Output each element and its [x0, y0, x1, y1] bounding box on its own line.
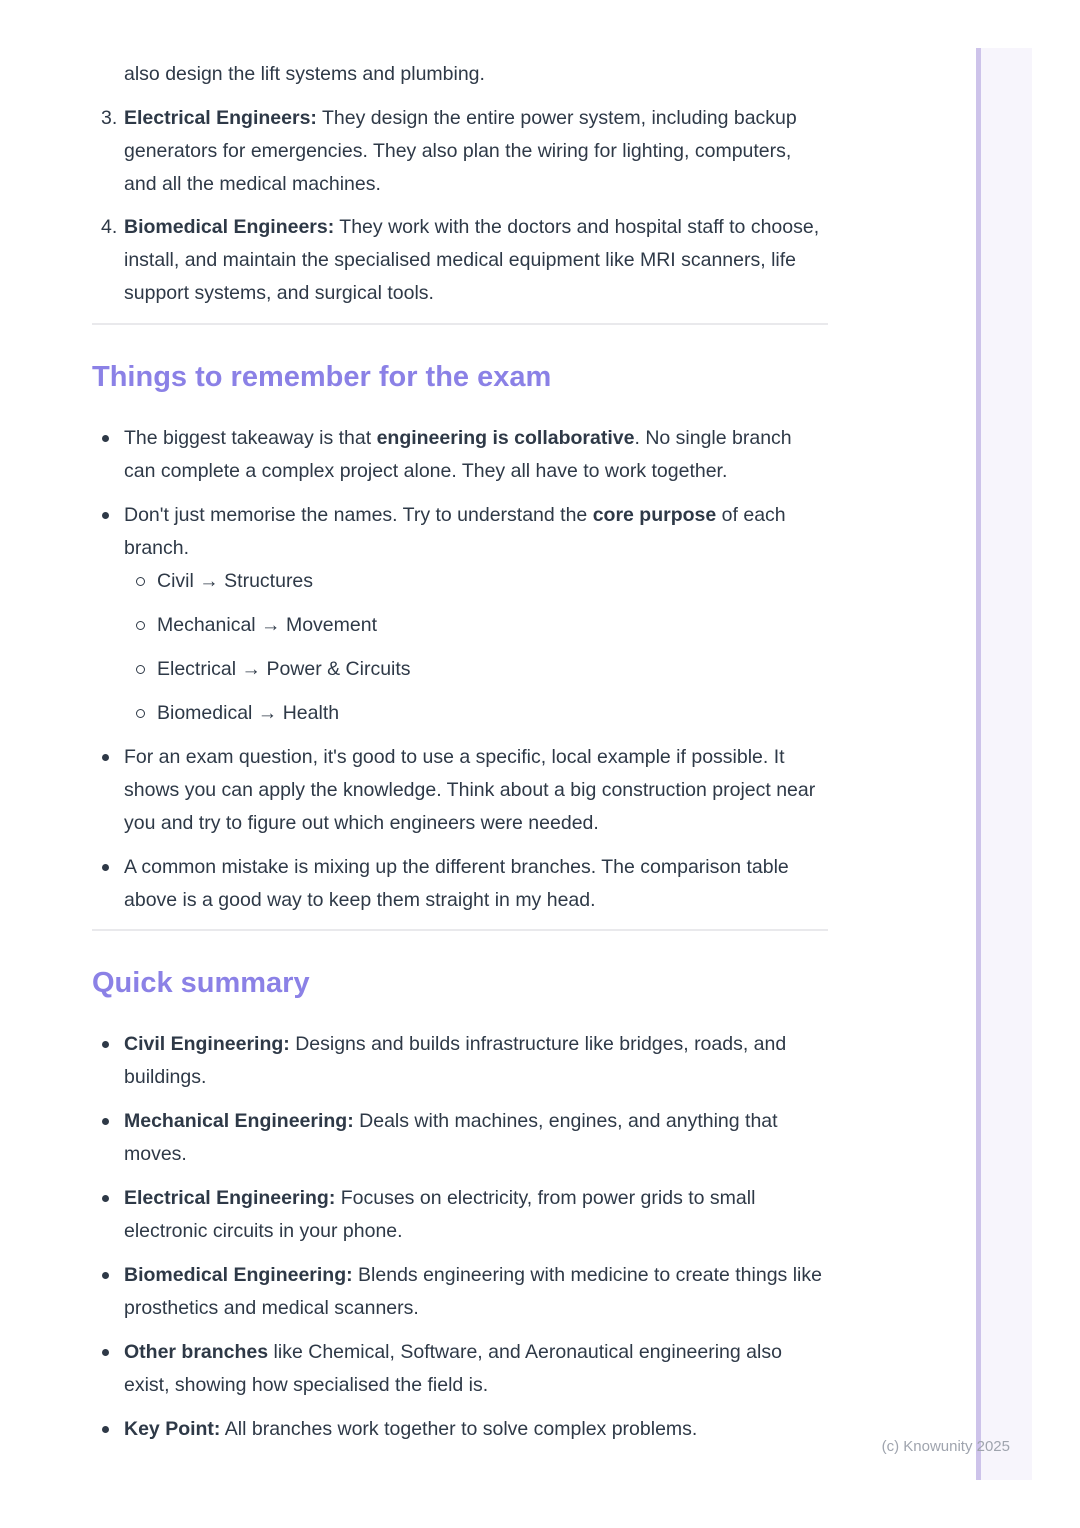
text-segment: . No single branch can complete a complex project alone. They all have to work together.: [124, 427, 792, 482]
list-item-text: [124, 1259, 828, 1325]
branch-purpose-sublist: [124, 565, 828, 730]
list-item-text: [124, 211, 828, 310]
list-item-rest: Deals with machines, engines, and anything that moves.: [124, 1110, 778, 1165]
text-segment: Don't just memorise the names. Try to understand the: [124, 504, 593, 526]
bullet-icon: [102, 1426, 109, 1433]
hollow-bullet-icon: [136, 621, 145, 630]
list-item-rest: They work with the doctors and hospital staff to choose, install, and maintain the specialised medical equipment like MRI scanners, life support systems, and surgical tools.: [124, 216, 820, 304]
sub-item-civil: [157, 565, 828, 598]
section-heading-summary: Quick summary: [92, 967, 310, 999]
list-number: 3.: [101, 107, 118, 129]
hollow-bullet-icon: [136, 709, 145, 718]
bullet-icon: [102, 1349, 109, 1356]
list-item-core-purpose: [92, 499, 828, 730]
sub-item-text: Biomedical → Health: [157, 702, 340, 724]
summary-item-key-point: [92, 1413, 828, 1446]
document-body: [92, 0, 828, 1457]
list-item-text: [124, 499, 828, 565]
bullet-icon: [102, 754, 109, 761]
list-number: 4.: [101, 216, 118, 238]
list-item-text: A common mistake is mixing up the different branches. The comparison table above is a good way to keep them straight in my head.: [124, 856, 789, 911]
section-divider: [92, 323, 828, 325]
list-item-rest: like Chemical, Software, and Aeronautical engineering also exist, showing how specialised the field is.: [124, 1341, 782, 1396]
list-item-lead: Key Point:: [124, 1418, 221, 1440]
list-item-lead: Mechanical Engineering:: [124, 1110, 354, 1132]
list-item-text: [124, 1028, 828, 1094]
list-item-text: For an exam question, it's good to use a specific, local example if possible. It shows you can apply the knowledge. Think about a big construction project near you and try to figure out which engineers were needed.: [124, 746, 816, 834]
bullet-icon: [102, 1041, 109, 1048]
list-item-rest: Designs and builds infrastructure like bridges, roads, and buildings.: [124, 1033, 787, 1088]
summary-item-mechanical: [92, 1105, 828, 1171]
sub-item-text: Electrical → Power & Circuits: [157, 658, 411, 680]
list-item-lead: Electrical Engineering:: [124, 1187, 336, 1209]
list-item-electrical-engineers: [92, 102, 828, 201]
list-item-lead: Other branches: [124, 1341, 269, 1363]
list-item-rest: Focuses on electricity, from power grids to small electronic circuits in your phone.: [124, 1187, 756, 1242]
list-item-lead: Biomedical Engineering:: [124, 1264, 353, 1286]
sub-item-biomedical: [157, 697, 828, 730]
summary-item-other-branches: [92, 1336, 828, 1402]
sub-item-electrical: [157, 653, 828, 686]
copyright-watermark: (c) Knowunity 2025: [881, 1438, 1010, 1455]
list-item-text: [124, 1182, 828, 1248]
bullet-icon: [102, 864, 109, 871]
list-item-text: [124, 1413, 828, 1446]
list-item-text: [124, 422, 828, 488]
list-item-text: [124, 1336, 828, 1402]
bullet-icon: [102, 435, 109, 442]
text-segment-bold: core purpose: [592, 504, 717, 526]
summary-item-biomedical: [92, 1259, 828, 1325]
text-segment: of each branch.: [124, 504, 786, 559]
engineer-roles-numbered-list: [92, 102, 828, 310]
page-edge-strip: [976, 48, 1032, 1480]
hollow-bullet-icon: [136, 665, 145, 674]
list-item-rest: All branches work together to solve complex problems.: [220, 1418, 698, 1440]
summary-item-civil: [92, 1028, 828, 1094]
list-item-text: [124, 1105, 828, 1171]
sub-item-mechanical: [157, 609, 828, 642]
sub-item-text: Mechanical → Movement: [157, 614, 378, 636]
bullet-icon: [102, 1195, 109, 1202]
bullet-icon: [102, 512, 109, 519]
list-item-biomedical-engineers: [92, 211, 828, 310]
section-divider: [92, 929, 828, 931]
paragraph-continuation: also design the lift systems and plumbing.: [124, 63, 485, 85]
list-item-rest: They design the entire power system, including backup generators for emergencies. They also plan the wiring for lighting, computers, and all the medical machines.: [124, 107, 797, 195]
list-item-rest: Blends engineering with medicine to create things like prosthetics and medical scanners.: [124, 1264, 822, 1319]
list-item-local-example: [92, 741, 828, 840]
list-item-collaborative: [92, 422, 828, 488]
hollow-bullet-icon: [136, 577, 145, 586]
list-item-lead: Electrical Engineers:: [124, 107, 317, 129]
text-segment-bold: engineering is collaborative: [376, 427, 635, 449]
bullet-icon: [102, 1272, 109, 1279]
exam-tips-list: [92, 422, 828, 917]
list-item-lead: Civil Engineering:: [124, 1033, 290, 1055]
bullet-icon: [102, 1118, 109, 1125]
sub-item-text: Civil → Structures: [157, 570, 314, 592]
list-item-text: [124, 102, 828, 201]
quick-summary-list: [92, 1028, 828, 1446]
section-heading-exam: Things to remember for the exam: [92, 361, 552, 393]
text-segment: The biggest takeaway is that: [124, 427, 377, 449]
list-item-lead: Biomedical Engineers:: [124, 216, 335, 238]
list-item-common-mistake: [92, 851, 828, 917]
summary-item-electrical: [92, 1182, 828, 1248]
